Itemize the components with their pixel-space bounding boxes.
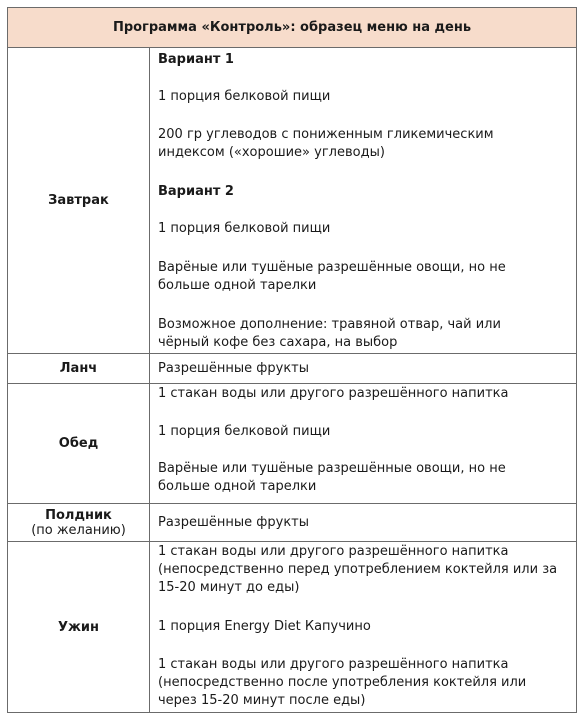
row-label-dinner	[8, 384, 150, 503]
dinner-item-2: 1 порция белковой пищи	[158, 424, 331, 439]
breakfast-v2-item-2: Варёные или тушёные разрешённые овощи, но не больше одной тарелки	[158, 260, 506, 293]
variant-1-heading: Вариант 1	[158, 52, 234, 67]
snack-item-1: Разрешённые фрукты	[158, 515, 310, 530]
dinner-item-1: 1 стакан воды или другого разрешённого напитка	[158, 386, 509, 401]
dinner-label: Обед	[58, 436, 99, 451]
row-label-lunch	[8, 354, 150, 383]
snack-sublabel: (по желанию)	[31, 522, 126, 538]
breakfast-v2-item-1: 1 порция белковой пищи	[158, 221, 331, 236]
row-dinner	[8, 384, 576, 504]
supper-item-2: 1 порция Energy Diet Капучино	[158, 619, 371, 634]
lunch-item-1: Разрешённые фрукты	[158, 361, 310, 376]
row-label-supper	[8, 542, 150, 712]
breakfast-v2-item-3: Возможное дополнение: травяной отвар, чай или чёрный кофе без сахара, на выбор	[158, 317, 501, 350]
supper-label: Ужин	[57, 619, 100, 635]
menu-table	[7, 7, 577, 713]
row-label-breakfast	[8, 48, 150, 353]
row-breakfast	[8, 48, 576, 354]
breakfast-v1-item-2: 200 гр углеводов с пониженным гликемическим индексом («хорошие» углеводы)	[158, 127, 494, 160]
dinner-item-3: Варёные или тушёные разрешённые овощи, но не больше одной тарелки	[158, 461, 506, 494]
row-supper	[8, 542, 576, 712]
breakfast-v1-item-1: 1 порция белковой пищи	[158, 89, 331, 104]
supper-item-3: 1 стакан воды или другого разрешённого напитка (непосредственно после употребления коктейля или через 15-20 минут после еды)	[158, 657, 527, 708]
row-label-snack	[8, 504, 150, 541]
supper-item-1: 1 стакан воды или другого разрешённого напитка (непосредственно перед употреблением коктейля или за 15-20 минут до еды)	[158, 544, 558, 595]
snack-label: Полдник	[45, 507, 112, 523]
breakfast-label: Завтрак	[48, 193, 109, 208]
variant-2-heading: Вариант 2	[158, 184, 234, 199]
lunch-label: Ланч	[59, 361, 98, 376]
table-title: Программа «Контроль»: образец меню на день	[8, 8, 576, 48]
row-lunch	[8, 354, 576, 384]
row-snack	[8, 504, 576, 542]
